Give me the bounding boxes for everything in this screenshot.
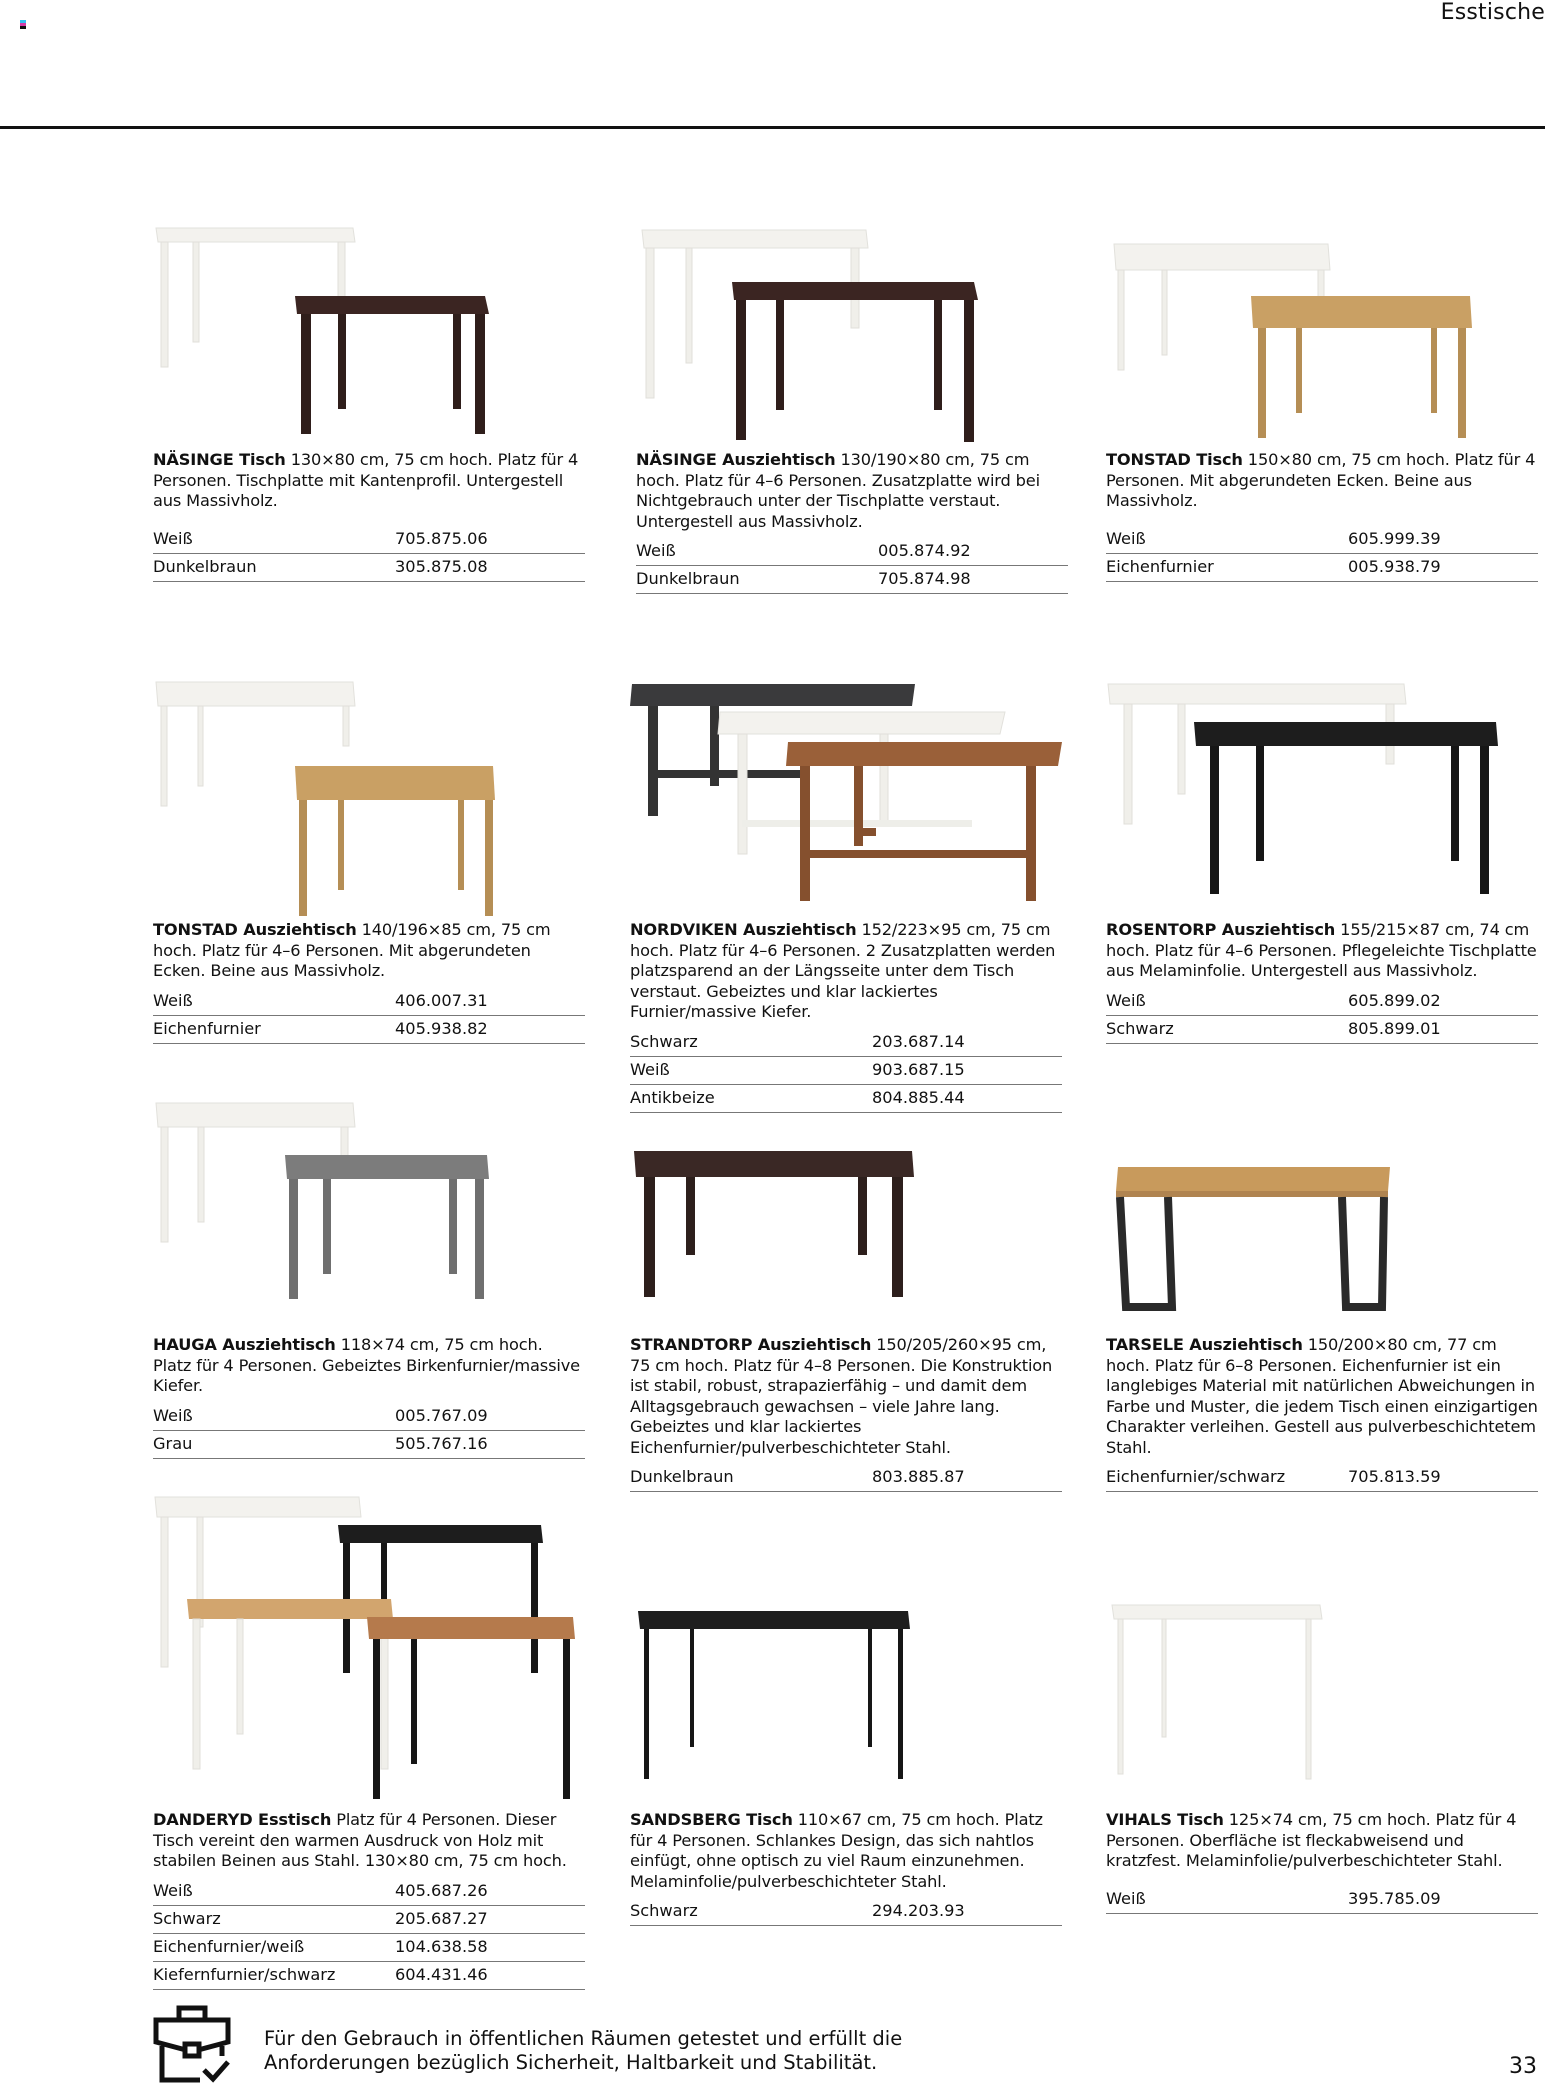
product-rosentorp-ausziehtisch bbox=[1106, 670, 1538, 1044]
product-image bbox=[630, 670, 1062, 920]
page-number: 33 bbox=[1509, 2054, 1537, 2079]
variant-table bbox=[153, 1878, 585, 1990]
article-number: 205.687.27 bbox=[395, 1908, 488, 1928]
article-number: 705.813.59 bbox=[1348, 1467, 1441, 1486]
variant-row: Dunkelbraun 705.874.98 bbox=[636, 566, 1068, 594]
product-strandtorp-ausziehtisch bbox=[630, 1095, 1062, 1492]
article-number: 903.687.15 bbox=[872, 1059, 965, 1079]
variant-table bbox=[630, 1464, 1062, 1492]
variant-row: Weiß 705.875.06 bbox=[153, 526, 585, 554]
product-vihals-tisch bbox=[1106, 1495, 1538, 1914]
article-number: 203.687.14 bbox=[872, 1031, 965, 1051]
product-image bbox=[630, 1095, 1062, 1335]
article-number: 005.938.79 bbox=[1348, 556, 1441, 576]
variant-table bbox=[1106, 1886, 1538, 1914]
product-image bbox=[153, 1495, 585, 1810]
variant-table bbox=[1106, 988, 1538, 1044]
product-description: NÄSINGE Ausziehtisch 130/190×80 cm, 75 cm hoch. Platz für 4–6 Personen. Zusatzplatte wird bei Nichtgebrauch unter der Tischplatte verstaut. Untergestell aus Massivholz. bbox=[636, 450, 1040, 531]
variant-row: Weiß 005.874.92 bbox=[636, 538, 1068, 566]
product-hauga-ausziehtisch bbox=[153, 1095, 585, 1459]
article-number: 705.875.06 bbox=[395, 528, 488, 548]
product-description: DANDERYD Esstisch Platz für 4 Personen. Dieser Tisch vereint den warmen Ausdruck von Holz mit stabilen Beinen aus Stahl. 130×80 cm, 75 cm hoch. bbox=[153, 1810, 567, 1870]
product-image bbox=[153, 220, 585, 450]
product-name: NORDVIKEN Ausziehtisch bbox=[630, 920, 857, 939]
product-name: HAUGA Ausziehtisch bbox=[153, 1335, 336, 1354]
variant-row: Eichenfurnier 405.938.82 bbox=[153, 1016, 585, 1044]
product-image bbox=[630, 1495, 1062, 1810]
product-image bbox=[153, 670, 585, 920]
variant-row: Antikbeize 804.885.44 bbox=[630, 1085, 1062, 1113]
product-image bbox=[1106, 220, 1538, 450]
product-description: HAUGA Ausziehtisch 118×74 cm, 75 cm hoch. Platz für 4 Personen. Gebeiztes Birkenfurnier/massive Kiefer. bbox=[153, 1335, 580, 1395]
product-image bbox=[636, 220, 1068, 450]
product-description: TONSTAD Ausziehtisch 140/196×85 cm, 75 cm hoch. Platz für 4–6 Personen. Mit abgerundeten Ecken. Beine aus Massivholz. bbox=[153, 920, 551, 980]
article-number: 505.767.16 bbox=[395, 1433, 488, 1453]
article-number: 395.785.09 bbox=[1348, 1888, 1441, 1908]
variant-row: Kiefernfurnier/schwarz 604.431.46 bbox=[153, 1962, 585, 1990]
variant-row: Weiß 405.687.26 bbox=[153, 1878, 585, 1906]
product-naesinge-ausziehtisch bbox=[636, 220, 1068, 594]
article-number: 605.999.39 bbox=[1348, 528, 1441, 548]
product-naesinge-tisch bbox=[153, 220, 585, 582]
product-name: TONSTAD Tisch bbox=[1106, 450, 1243, 469]
header-divider bbox=[0, 126, 1545, 129]
variant-table bbox=[153, 1403, 585, 1459]
article-number: 104.638.58 bbox=[395, 1936, 488, 1956]
product-image bbox=[153, 1095, 585, 1335]
product-name: TONSTAD Ausziehtisch bbox=[153, 920, 357, 939]
product-name: DANDERYD Esstisch bbox=[153, 1810, 332, 1829]
variant-row: Grau 505.767.16 bbox=[153, 1431, 585, 1459]
article-number: 604.431.46 bbox=[395, 1964, 488, 1984]
product-tonstad-tisch bbox=[1106, 220, 1538, 582]
print-registration-mark bbox=[20, 20, 26, 30]
product-name: TARSELE Ausziehtisch bbox=[1106, 1335, 1303, 1354]
product-tarsele-ausziehtisch bbox=[1106, 1095, 1538, 1492]
product-tonstad-ausziehtisch bbox=[153, 670, 585, 1044]
article-number: 005.874.92 bbox=[878, 541, 971, 560]
variant-table bbox=[636, 538, 1068, 594]
product-sandsberg-tisch bbox=[630, 1495, 1062, 1926]
variant-table bbox=[153, 526, 585, 582]
variant-row: Dunkelbraun 305.875.08 bbox=[153, 554, 585, 582]
article-number: 005.767.09 bbox=[395, 1405, 488, 1425]
product-image bbox=[1106, 670, 1538, 920]
variant-row: Schwarz 203.687.14 bbox=[630, 1029, 1062, 1057]
product-description: NÄSINGE Tisch 130×80 cm, 75 cm hoch. Platz für 4 Personen. Tischplatte mit Kantenprofil. Untergestell aus Massivholz. bbox=[153, 450, 579, 510]
variant-row: Schwarz 294.203.93 bbox=[630, 1898, 1062, 1926]
product-description: SANDSBERG Tisch 110×67 cm, 75 cm hoch. Platz für 4 Personen. Schlankes Design, das sich nahtlos einfügt, ohne optisch zu viel Raum einzunehmen. Melaminfolie/pulverbeschichteter Stahl. bbox=[630, 1810, 1043, 1891]
variant-row: Schwarz 805.899.01 bbox=[1106, 1016, 1538, 1044]
variant-row: Eichenfurnier/schwarz 705.813.59 bbox=[1106, 1464, 1538, 1492]
section-title: Esstische bbox=[1440, 0, 1545, 25]
product-name: STRANDTORP Ausziehtisch bbox=[630, 1335, 872, 1354]
article-number: 705.874.98 bbox=[878, 569, 971, 588]
variant-row: Weiß 605.899.02 bbox=[1106, 988, 1538, 1016]
variant-row: Weiß 406.007.31 bbox=[153, 988, 585, 1016]
footer-note: Für den Gebrauch in öffentlichen Räumen getestet und erfüllt die Anforderungen bezüglich Sicherheit, Haltbarkeit und Stabilität. bbox=[264, 2027, 903, 2074]
variant-row: Weiß 903.687.15 bbox=[630, 1057, 1062, 1085]
product-name: NÄSINGE Ausziehtisch bbox=[636, 450, 836, 469]
variant-row: Dunkelbraun 803.885.87 bbox=[630, 1464, 1062, 1492]
product-description: TARSELE Ausziehtisch 150/200×80 cm, 77 cm hoch. Platz für 6–8 Personen. Eichenfurnier ist ein langlebiges Material mit natürlichen Abweichungen in Farbe und Muster, die jedem Tisch einen einzigartigen Charakter verleihen. Gestell aus pulverbeschichtetem Stahl. bbox=[1106, 1335, 1538, 1457]
product-description: NORDVIKEN Ausziehtisch 152/223×95 cm, 75 cm hoch. Platz für 4–6 Personen. 2 Zusatzplatten werden platzsparend an der Längsseite unter dem Tisch verstaut. Gebeiztes und klar lackiertes Furnier/massive Kiefer. bbox=[630, 920, 1056, 1021]
product-description: VIHALS Tisch 125×74 cm, 75 cm hoch. Platz für 4 Personen. Oberfläche ist fleckabweisend und kratzfest. Melaminfolie/pulverbeschichteter Stahl. bbox=[1106, 1810, 1517, 1870]
variant-table bbox=[153, 988, 585, 1044]
variant-row: Weiß 005.767.09 bbox=[153, 1403, 585, 1431]
variant-table bbox=[1106, 526, 1538, 582]
variant-table bbox=[630, 1898, 1062, 1926]
variant-table bbox=[1106, 1464, 1538, 1492]
article-number: 803.885.87 bbox=[872, 1467, 965, 1486]
article-number: 405.687.26 bbox=[395, 1880, 488, 1900]
product-description: TONSTAD Tisch 150×80 cm, 75 cm hoch. Platz für 4 Personen. Mit abgerundeten Ecken. Beine aus Massivholz. bbox=[1106, 450, 1536, 510]
product-danderyd-esstisch bbox=[153, 1495, 585, 1990]
variant-row: Weiß 605.999.39 bbox=[1106, 526, 1538, 554]
article-number: 294.203.93 bbox=[872, 1901, 965, 1920]
briefcase-check-icon bbox=[152, 2004, 232, 2086]
variant-row: Eichenfurnier 005.938.79 bbox=[1106, 554, 1538, 582]
article-number: 805.899.01 bbox=[1348, 1018, 1441, 1038]
product-name: ROSENTORP Ausziehtisch bbox=[1106, 920, 1336, 939]
product-name: VIHALS Tisch bbox=[1106, 1810, 1224, 1829]
variant-row: Weiß 395.785.09 bbox=[1106, 1886, 1538, 1914]
product-image bbox=[1106, 1495, 1538, 1810]
article-number: 305.875.08 bbox=[395, 556, 488, 576]
product-name: NÄSINGE Tisch bbox=[153, 450, 286, 469]
product-description: ROSENTORP Ausziehtisch 155/215×87 cm, 74 cm hoch. Platz für 4–6 Personen. Pflegeleichte Tischplatte aus Melaminfolie. Untergestell aus Massivholz. bbox=[1106, 920, 1537, 980]
product-name: SANDSBERG Tisch bbox=[630, 1810, 793, 1829]
product-description: STRANDTORP Ausziehtisch 150/205/260×95 cm, 75 cm hoch. Platz für 4–8 Personen. Die Konstruktion ist stabil, robust, strapazierfähig – und damit dem Alltagsgebrauch gewachsen – viele Jahre lang. Gebeiztes und klar lackiertes Eichenfurnier/pulverbeschichteter Stahl. bbox=[630, 1335, 1053, 1457]
article-number: 406.007.31 bbox=[395, 990, 488, 1010]
product-image bbox=[1106, 1095, 1538, 1335]
product-nordviken-ausziehtisch bbox=[630, 670, 1062, 1113]
article-number: 605.899.02 bbox=[1348, 990, 1441, 1010]
article-number: 405.938.82 bbox=[395, 1018, 488, 1038]
article-number: 804.885.44 bbox=[872, 1087, 965, 1107]
variant-row: Schwarz 205.687.27 bbox=[153, 1906, 585, 1934]
variant-row: Eichenfurnier/weiß 104.638.58 bbox=[153, 1934, 585, 1962]
